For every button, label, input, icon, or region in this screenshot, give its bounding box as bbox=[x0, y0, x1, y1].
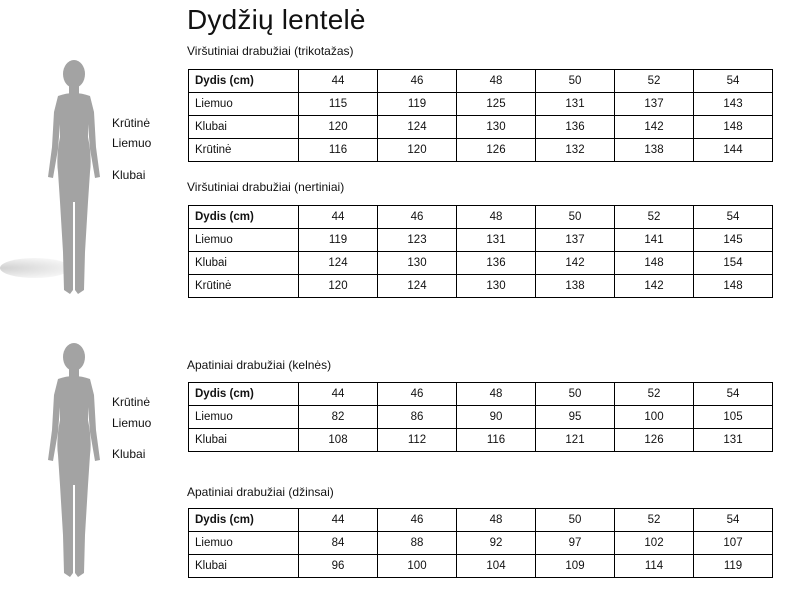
female-silhouette-icon bbox=[38, 335, 110, 585]
table-cell: 115 bbox=[299, 93, 378, 116]
table-row bbox=[189, 532, 773, 555]
header-cell: 52 bbox=[615, 509, 694, 532]
header-cell: 54 bbox=[694, 383, 773, 406]
table-cell: 88 bbox=[378, 532, 457, 555]
header-cell: 54 bbox=[694, 70, 773, 93]
header-cell: Dydis (cm) bbox=[189, 383, 299, 406]
row-label: Klubai bbox=[189, 252, 299, 275]
table-cell: 97 bbox=[536, 532, 615, 555]
waist-label: Liemuo bbox=[112, 416, 152, 430]
table-caption: Viršutiniai drabužiai (nertiniai) bbox=[187, 180, 345, 194]
table-cell: 105 bbox=[694, 406, 773, 429]
table-header-row bbox=[189, 383, 773, 406]
table-row bbox=[189, 275, 773, 298]
size-table-sweaters bbox=[188, 205, 773, 298]
size-table-jeans bbox=[188, 508, 773, 578]
female-silhouette-icon bbox=[38, 52, 110, 302]
table-cell: 120 bbox=[299, 116, 378, 139]
table-cell: 148 bbox=[615, 252, 694, 275]
chest-label: Krūtinė bbox=[112, 395, 151, 409]
table-cell: 126 bbox=[457, 139, 536, 162]
table-cell: 131 bbox=[457, 229, 536, 252]
table-cell: 119 bbox=[299, 229, 378, 252]
table-cell: 107 bbox=[694, 532, 773, 555]
table-cell: 138 bbox=[615, 139, 694, 162]
header-cell: 46 bbox=[378, 206, 457, 229]
header-cell: 50 bbox=[536, 70, 615, 93]
header-cell: 44 bbox=[299, 509, 378, 532]
hips-label: Klubai bbox=[112, 447, 146, 461]
table-cell: 142 bbox=[615, 275, 694, 298]
table-caption: Viršutiniai drabužiai (trikotažas) bbox=[187, 44, 354, 58]
table-cell: 141 bbox=[615, 229, 694, 252]
table-cell: 136 bbox=[536, 116, 615, 139]
table-cell: 100 bbox=[615, 406, 694, 429]
header-cell: 44 bbox=[299, 206, 378, 229]
header-cell: 48 bbox=[457, 206, 536, 229]
table-cell: 130 bbox=[457, 275, 536, 298]
row-label: Liemuo bbox=[189, 93, 299, 116]
table-cell: 142 bbox=[615, 116, 694, 139]
header-cell: 46 bbox=[378, 383, 457, 406]
table-caption: Apatiniai drabužiai (džinsai) bbox=[187, 485, 334, 499]
table-cell: 132 bbox=[536, 139, 615, 162]
table-caption: Apatiniai drabužiai (kelnės) bbox=[187, 358, 332, 372]
row-label: Krūtinė bbox=[189, 139, 299, 162]
hips-label: Klubai bbox=[112, 168, 146, 182]
table-cell: 124 bbox=[299, 252, 378, 275]
table-cell: 131 bbox=[694, 429, 773, 452]
table-cell: 154 bbox=[694, 252, 773, 275]
header-cell: Dydis (cm) bbox=[189, 206, 299, 229]
header-cell: 52 bbox=[615, 383, 694, 406]
table-cell: 109 bbox=[536, 555, 615, 578]
size-table-knitwear bbox=[188, 69, 773, 162]
table-cell: 123 bbox=[378, 229, 457, 252]
table-cell: 124 bbox=[378, 275, 457, 298]
page-title: Dydžių lentelė bbox=[187, 4, 366, 35]
table-row bbox=[189, 116, 773, 139]
header-cell: 54 bbox=[694, 206, 773, 229]
table-cell: 148 bbox=[694, 116, 773, 139]
header-cell: 44 bbox=[299, 70, 378, 93]
table-header-row bbox=[189, 206, 773, 229]
header-cell: 50 bbox=[536, 383, 615, 406]
table-cell: 125 bbox=[457, 93, 536, 116]
header-cell: 44 bbox=[299, 383, 378, 406]
table-cell: 84 bbox=[299, 532, 378, 555]
table-row bbox=[189, 93, 773, 116]
table-cell: 131 bbox=[536, 93, 615, 116]
table-cell: 130 bbox=[457, 116, 536, 139]
table-cell: 90 bbox=[457, 406, 536, 429]
table-cell: 148 bbox=[694, 275, 773, 298]
table-cell: 119 bbox=[694, 555, 773, 578]
table-cell: 104 bbox=[457, 555, 536, 578]
header-cell: 52 bbox=[615, 70, 694, 93]
table-cell: 116 bbox=[299, 139, 378, 162]
size-table-trousers bbox=[188, 382, 773, 452]
table-cell: 119 bbox=[378, 93, 457, 116]
table-cell: 112 bbox=[378, 429, 457, 452]
row-label: Klubai bbox=[189, 429, 299, 452]
header-cell: 52 bbox=[615, 206, 694, 229]
header-cell: 50 bbox=[536, 509, 615, 532]
table-cell: 120 bbox=[378, 139, 457, 162]
table-cell: 126 bbox=[615, 429, 694, 452]
row-label: Klubai bbox=[189, 116, 299, 139]
header-cell: Dydis (cm) bbox=[189, 509, 299, 532]
table-cell: 145 bbox=[694, 229, 773, 252]
row-label: Liemuo bbox=[189, 229, 299, 252]
row-label: Liemuo bbox=[189, 406, 299, 429]
header-cell: 54 bbox=[694, 509, 773, 532]
row-label: Krūtinė bbox=[189, 275, 299, 298]
header-cell: Dydis (cm) bbox=[189, 70, 299, 93]
table-row bbox=[189, 252, 773, 275]
header-cell: 46 bbox=[378, 70, 457, 93]
header-cell: 48 bbox=[457, 70, 536, 93]
table-cell: 142 bbox=[536, 252, 615, 275]
table-cell: 96 bbox=[299, 555, 378, 578]
row-label: Klubai bbox=[189, 555, 299, 578]
table-row bbox=[189, 429, 773, 452]
table-cell: 121 bbox=[536, 429, 615, 452]
table-cell: 114 bbox=[615, 555, 694, 578]
table-cell: 86 bbox=[378, 406, 457, 429]
table-cell: 144 bbox=[694, 139, 773, 162]
table-header-row bbox=[189, 70, 773, 93]
header-cell: 48 bbox=[457, 383, 536, 406]
chest-label: Krūtinė bbox=[112, 116, 151, 130]
table-cell: 102 bbox=[615, 532, 694, 555]
table-cell: 108 bbox=[299, 429, 378, 452]
table-cell: 120 bbox=[299, 275, 378, 298]
table-cell: 138 bbox=[536, 275, 615, 298]
table-cell: 137 bbox=[615, 93, 694, 116]
table-cell: 137 bbox=[536, 229, 615, 252]
table-cell: 143 bbox=[694, 93, 773, 116]
table-cell: 124 bbox=[378, 116, 457, 139]
table-header-row bbox=[189, 509, 773, 532]
table-row bbox=[189, 555, 773, 578]
table-row bbox=[189, 229, 773, 252]
table-cell: 82 bbox=[299, 406, 378, 429]
table-cell: 130 bbox=[378, 252, 457, 275]
table-cell: 100 bbox=[378, 555, 457, 578]
waist-label: Liemuo bbox=[112, 136, 152, 150]
table-cell: 95 bbox=[536, 406, 615, 429]
table-row bbox=[189, 406, 773, 429]
header-cell: 46 bbox=[378, 509, 457, 532]
header-cell: 48 bbox=[457, 509, 536, 532]
table-cell: 136 bbox=[457, 252, 536, 275]
table-cell: 92 bbox=[457, 532, 536, 555]
header-cell: 50 bbox=[536, 206, 615, 229]
table-cell: 116 bbox=[457, 429, 536, 452]
table-row bbox=[189, 139, 773, 162]
row-label: Liemuo bbox=[189, 532, 299, 555]
